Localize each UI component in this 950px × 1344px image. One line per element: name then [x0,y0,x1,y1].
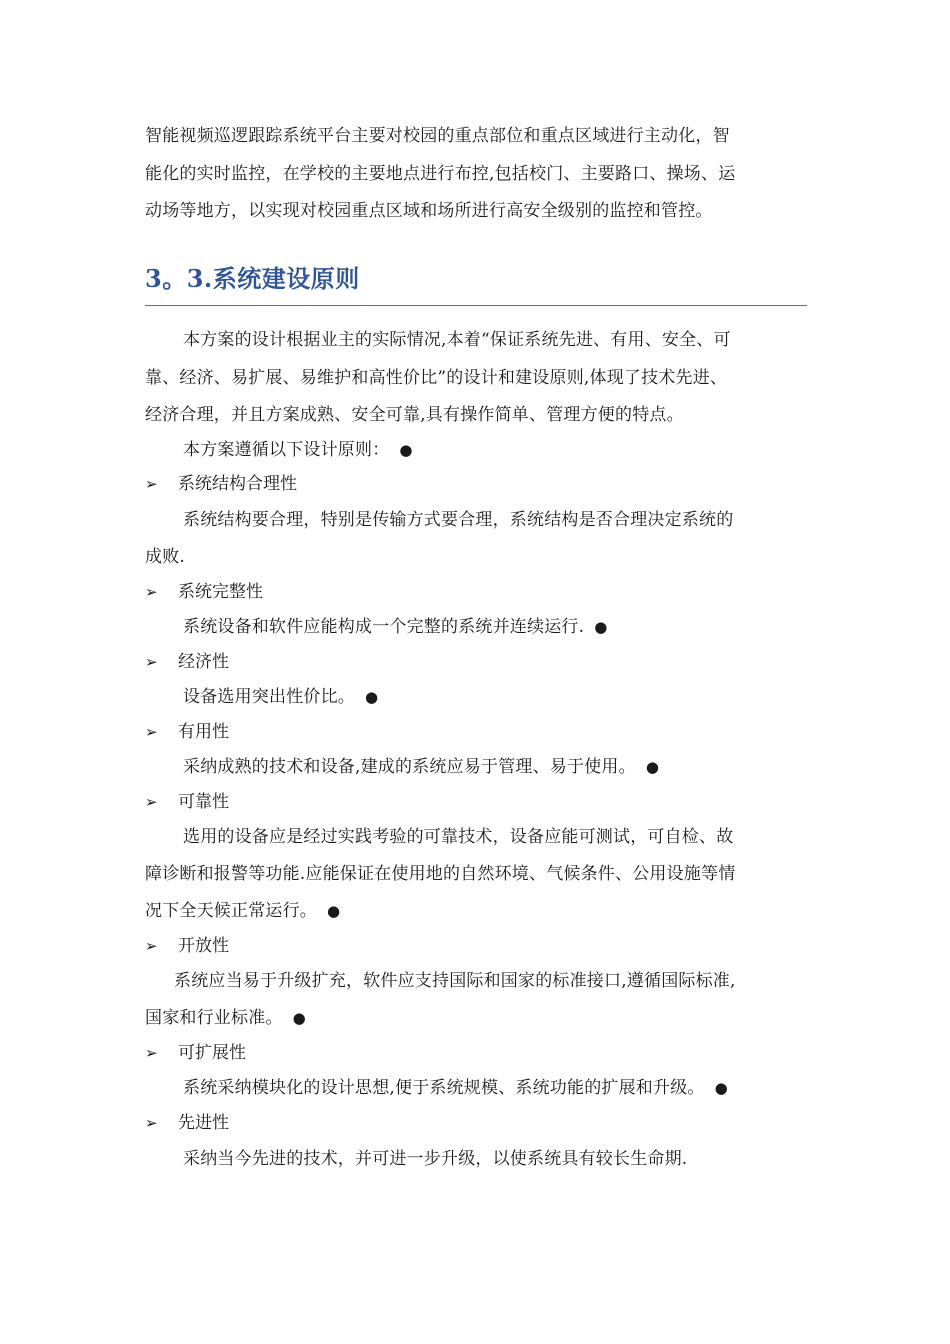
intro-line: 智能视频巡逻跟踪系统平台主要对校园的重点部位和重点区域进行主动化，智 [145,126,730,146]
list-item [145,934,229,958]
list-item-title: 先进性 [178,1113,229,1133]
bullet-dot-icon: ● [714,1079,728,1097]
list-item [145,472,297,496]
paragraph-line [183,438,807,462]
paragraph-line: 经济合理，并且方案成熟、安全可靠,具有操作简单、管理方便的特点。 [145,405,684,425]
list-item [145,580,263,604]
list-item-desc [145,1006,807,1030]
arrow-bullet-icon: ➢ [145,937,158,955]
list-item-title: 系统完整性 [178,582,263,602]
intro-line: 能化的实时监控，在学校的主要地点进行布控,包括校门、主要路口、操场、运 [145,164,736,184]
list-item-desc: 系统结构要合理，特别是传输方式要合理，系统结构是否合理决定系统的 [183,510,734,530]
paragraph-line: 靠、经济、易扩展、易维护和高性价比”的设计和建设原则,体现了技术先进、 [145,368,728,388]
list-item-desc: 选用的设备应是经过实践考验的可靠技术，设备应能可测试，可自检、故 [183,827,734,847]
list-item-desc-text: 况下全天候正常运行。 [145,901,317,921]
list-item-title: 可扩展性 [178,1043,246,1063]
bullet-dot-icon: ● [327,902,341,920]
list-item-desc [183,755,807,779]
arrow-bullet-icon: ➢ [145,475,158,493]
arrow-bullet-icon: ➢ [145,723,158,741]
list-item-desc: 系统应当易于升级扩充，软件应支持国际和国家的标准接口,遵循国际标准, [174,971,736,991]
list-item-desc-text: 系统设备和软件应能构成一个完整的系统并连续运行. [183,617,585,637]
list-item-desc-text: 系统采纳模块化的设计思想,便于系统规模、系统功能的扩展和升级。 [183,1078,705,1098]
list-item-title: 系统结构合理性 [178,474,297,494]
list-item-desc [183,685,807,709]
list-item-desc [145,899,807,923]
bullet-dot-icon: ● [594,618,608,636]
list-item-desc: 采纳当今先进的技术，并可进一步升级，以使系统具有较长生命期. [183,1149,688,1169]
list-item [145,650,229,674]
list-item-title: 开放性 [178,936,229,956]
bullet-dot-icon: ● [645,758,660,776]
arrow-bullet-icon: ➢ [145,583,158,601]
list-item-desc: 障诊断和报警等功能.应能保证在使用地的自然环境、气候条件、公用设施等情 [145,864,736,884]
list-item-desc [183,1076,807,1100]
arrow-bullet-icon: ➢ [145,1114,158,1132]
list-item-desc-text: 设备选用突出性价比。 [183,687,355,707]
paragraph-line: 本方案的设计根据业主的实际情况,本着“保证系统先进、有用、安全、可 [183,330,731,350]
list-item [145,790,229,814]
list-item-desc: 成败. [145,547,186,567]
list-item [145,1041,246,1065]
list-item-title: 经济性 [178,652,229,672]
arrow-bullet-icon: ➢ [145,1044,158,1062]
list-item [145,720,229,744]
list-item-desc-text: 采纳成熟的技术和设备,建成的系统应易于管理、易于使用。 [183,757,636,777]
list-item [145,1111,229,1135]
arrow-bullet-icon: ➢ [145,793,158,811]
list-item-title: 有用性 [178,722,229,742]
arrow-bullet-icon: ➢ [145,653,158,671]
heading-divider [145,305,807,306]
bullet-dot-icon: ● [399,441,413,459]
list-item-title: 可靠性 [178,792,229,812]
bullet-dot-icon: ● [292,1009,306,1027]
intro-line: 动场等地方，以实现对校园重点区域和场所进行高安全级别的监控和管控。 [145,201,713,221]
principles-intro: 本方案遵循以下设计原则： [183,440,390,460]
list-item-desc [183,615,807,639]
section-heading: 3。3.系统建设原则 [145,264,360,293]
bullet-dot-icon: ● [365,688,379,706]
list-item-desc-text: 国家和行业标准。 [145,1008,283,1028]
